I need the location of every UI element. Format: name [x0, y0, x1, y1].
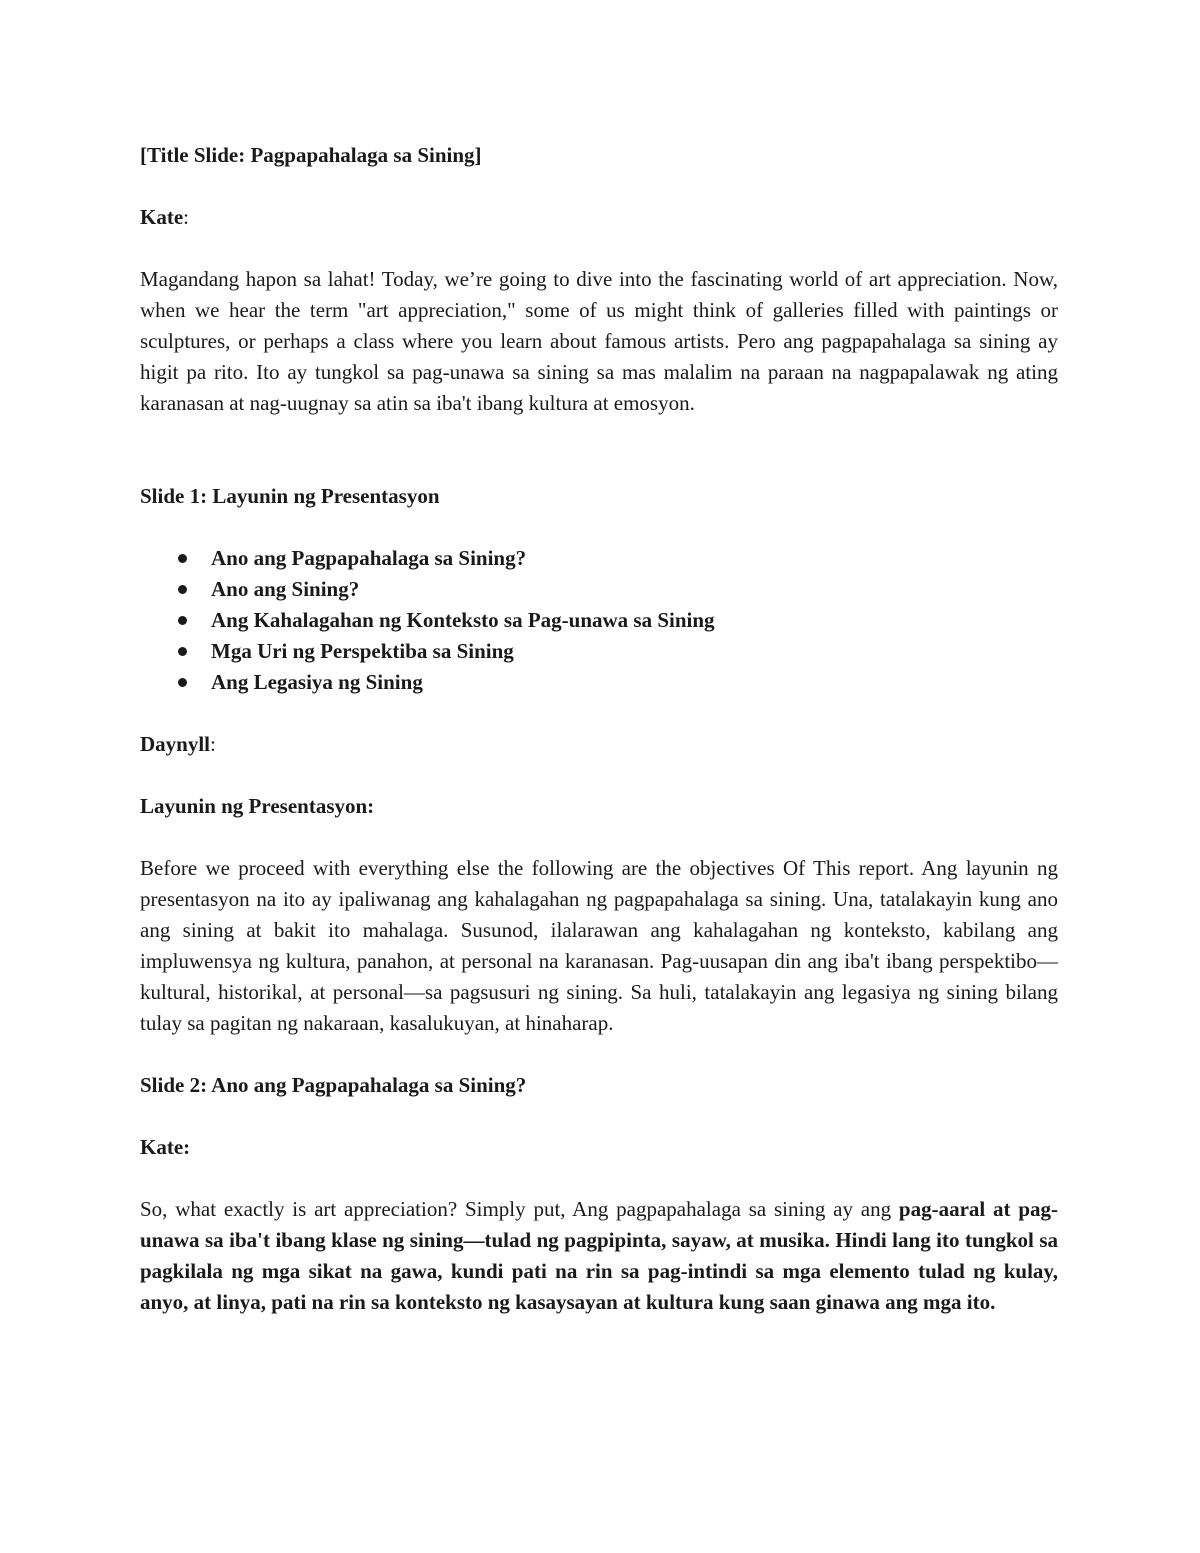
bullet-icon — [178, 585, 187, 594]
slide2-paragraph-bold: pag-aaral at pag-unawa sa iba't ibang klase ng sining—tulad ng pagpipinta, sayaw, at musika. Hindi lang ito tungkol sa pagkilala ng mga sikat na gawa, kundi pati na rin sa pag-intindi sa mga elemento tulad ng kulay, anyo, at linya, pati na rin sa konteksto ng kasaysayan at kultura kung saan ginawa ang mga ito. — [140, 1197, 1058, 1314]
spacer — [140, 233, 1058, 264]
spacer — [140, 171, 1058, 202]
bullet-icon — [178, 647, 187, 656]
slide1-speaker-line — [140, 729, 1058, 760]
list-item — [140, 543, 1058, 574]
bullet-icon — [178, 616, 187, 625]
spacer — [140, 698, 1058, 729]
list-item-label: Mga Uri ng Perspektiba sa Sining — [211, 639, 514, 663]
list-item — [140, 605, 1058, 636]
intro-paragraph: Magandang hapon sa lahat! Today, we’re going to dive into the fascinating world of art appreciation. Now, when we hear the term "art appreciation," some of us might think of galleries filled with paintings or sculptures, or perhaps a class where you learn about famous artists. Pero ang pagpapahalaga sa sining ay higit pa rito. Ito ay tungkol sa pag-unawa sa sining sa mas malalim na paraan na nagpapalawak ng ating karanasan at nag-uugnay sa atin sa iba't ibang kultura at emosyon. — [140, 267, 1058, 415]
slide1-speaker-name: Daynyll — [140, 732, 211, 756]
bullet-icon — [178, 678, 187, 687]
list-item — [140, 574, 1058, 605]
spacer — [140, 1039, 1058, 1070]
spacer — [140, 760, 1058, 791]
spacer — [140, 822, 1058, 853]
slide1-speaker-colon: : — [210, 732, 216, 756]
slide1-subheading: Layunin ng Presentasyon: — [140, 794, 375, 818]
list-item-label: Ano ang Sining? — [211, 577, 360, 601]
spacer — [140, 1163, 1058, 1194]
intro-speaker-line — [140, 202, 1058, 233]
spacer — [140, 419, 1058, 481]
intro-speaker-name: Kate — [140, 205, 184, 229]
spacer — [140, 1101, 1058, 1132]
slide2-heading: Slide 2: Ano ang Pagpapahalaga sa Sining? — [140, 1073, 527, 1097]
list-item-label: Ano ang Pagpapahalaga sa Sining? — [211, 546, 527, 570]
document-page — [140, 140, 1058, 1318]
list-item-label: Ang Kahalagahan ng Konteksto sa Pag-unawa sa Sining — [211, 608, 715, 632]
list-item — [140, 636, 1058, 667]
slide1-paragraph: Before we proceed with everything else the following are the objectives Of This report. Ang layunin ng presentasyon na ito ay ipaliwanag ang kahalagahan ng pagpapahalaga sa sining. Una, tatalakayin kung ano ang sining at bakit ito mahalaga. Susunod, ilalarawan ang kahalagahan ng konteksto, kabilang ang impluwensya ng kultura, panahon, at personal na karanasan. Pag-uusapan din ang iba't ibang perspektibo—kultural, historikal, at personal—sa pagsusuri ng sining. Sa huli, tatalakayin ang legasiya ng sining bilang tulay sa pagitan ng nakaraan, kasalukuyan, at hinaharap. — [140, 856, 1058, 1035]
objectives-list — [140, 543, 1058, 698]
list-item — [140, 667, 1058, 698]
slide1-heading: Slide 1: Layunin ng Presentasyon — [140, 484, 440, 508]
slide2-paragraph-regular: So, what exactly is art appreciation? Simply put, Ang pagpapahalaga sa sining ay ang — [140, 1197, 899, 1221]
list-item-label: Ang Legasiya ng Sining — [211, 670, 423, 694]
spacer — [140, 512, 1058, 543]
intro-speaker-colon: : — [183, 205, 189, 229]
bullet-icon — [178, 554, 187, 563]
title-slide-heading: [Title Slide: Pagpapahalaga sa Sining] — [140, 143, 482, 167]
slide2-speaker: Kate: — [140, 1135, 191, 1159]
slide2-paragraph — [140, 1194, 1058, 1318]
